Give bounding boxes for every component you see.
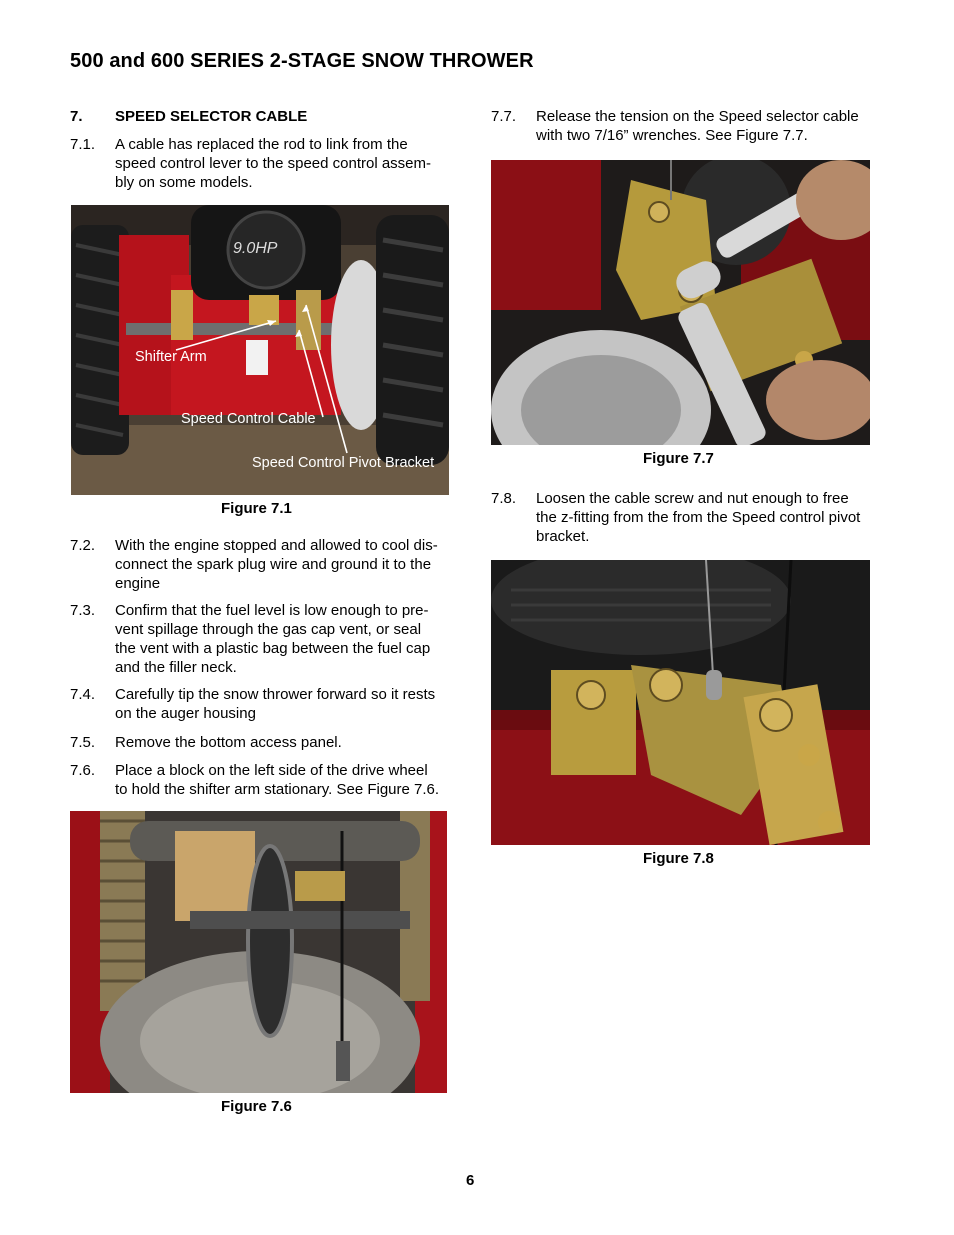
step-line: with two 7/16” wrenches. See Figure 7.7. (536, 127, 808, 144)
engine-badge-text: 9.0HP (233, 240, 278, 257)
step-line: Release the tension on the Speed selector cable (536, 108, 859, 125)
step-line: the vent with a plastic bag between the fuel cap (115, 640, 431, 657)
pivot-bracket-closeup-image (491, 560, 870, 845)
step-number: 7.4. (70, 686, 96, 703)
step-line: the z-fitting from the from the Speed control pivot (536, 509, 861, 526)
step-line: Confirm that the fuel level is low enough to pre- (115, 602, 429, 619)
step-7-1 (70, 135, 460, 195)
label-speed-control-pivot-bracket: Speed Control Pivot Bracket (252, 455, 435, 471)
figure-7-8-photo (491, 560, 870, 845)
step-number: 7.6. (70, 762, 96, 779)
step-line: and the filler neck. (115, 659, 237, 676)
page-title: 500 and 600 SERIES 2-STAGE SNOW THROWER (70, 50, 534, 72)
label-speed-control-cable: Speed Control Cable (181, 411, 316, 427)
step-line: A cable has replaced the rod to link from the (115, 136, 408, 153)
step-line: Place a block on the left side of the drive wheel (115, 762, 428, 779)
section-number: 7. (70, 108, 83, 125)
page-number: 6 (466, 1172, 475, 1189)
section-title: SPEED SELECTOR CABLE (115, 108, 308, 125)
step-line: speed control lever to the speed control assem- (115, 155, 432, 172)
step-7-7 (491, 107, 881, 147)
step-line: engine (115, 575, 161, 592)
step-number: 7.5. (70, 734, 96, 751)
step-7-6 (70, 761, 460, 801)
snow-thrower-front-image (71, 205, 449, 495)
step-line: Remove the bottom access panel. (115, 734, 342, 751)
step-7-2 (70, 536, 460, 596)
step-line: on the auger housing (115, 705, 256, 722)
step-line: bly on some models. (115, 174, 253, 191)
figure-7-6-caption: Figure 7.6 (221, 1098, 292, 1115)
step-line: to hold the shifter arm stationary. See Figure 7.6. (115, 781, 440, 798)
step-number: 7.1. (70, 136, 96, 153)
figure-7-1-caption: Figure 7.1 (221, 500, 292, 517)
step-line: bracket. (536, 528, 590, 545)
label-shifter-arm: Shifter Arm (135, 349, 207, 365)
step-7-4 (70, 685, 460, 725)
step-number: 7.3. (70, 602, 96, 619)
figure-7-1-photo (71, 205, 449, 495)
figure-7-6-photo (70, 811, 447, 1093)
step-number: 7.8. (491, 490, 517, 507)
drive-wheel-underside-image (70, 811, 447, 1093)
step-7-3 (70, 601, 460, 679)
wrenches-on-bracket-image (491, 160, 870, 445)
step-line: connect the spark plug wire and ground it to the (115, 556, 432, 573)
step-line: Loosen the cable screw and nut enough to free (536, 490, 849, 507)
step-line: With the engine stopped and allowed to cool dis- (115, 537, 438, 554)
step-7-5 (70, 733, 460, 753)
step-line: Carefully tip the snow thrower forward so it rests (115, 686, 436, 703)
figure-7-7-caption: Figure 7.7 (643, 450, 714, 467)
figure-7-7-photo (491, 160, 870, 445)
step-line: vent spillage through the gas cap vent, or seal (115, 621, 422, 638)
step-number: 7.2. (70, 537, 96, 554)
figure-7-8-caption: Figure 7.8 (643, 850, 714, 867)
step-7-8 (491, 489, 881, 549)
section-heading (70, 107, 450, 127)
step-number: 7.7. (491, 108, 517, 125)
